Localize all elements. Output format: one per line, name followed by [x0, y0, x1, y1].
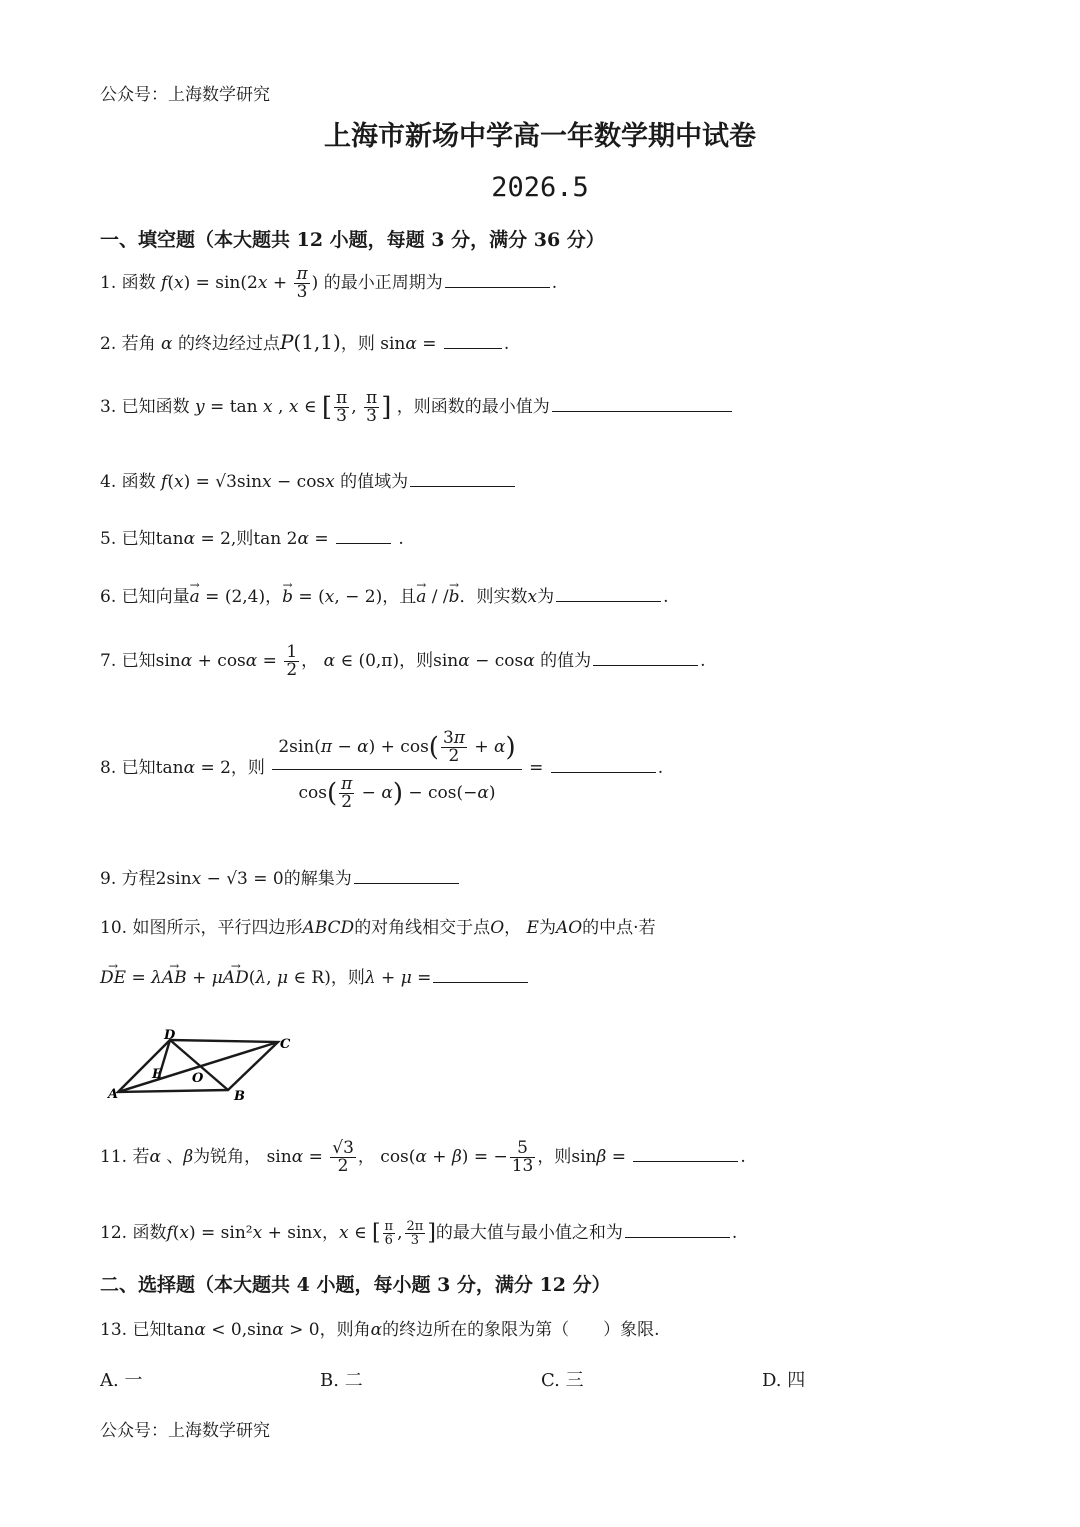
answer-blank[interactable] — [445, 286, 550, 288]
parallelogram-figure — [100, 1026, 300, 1106]
question-12: 12. 函数f(x) = sin²x + sinx，x ∈ [ $\frac{\pi}{6}$ , $\frac{2\pi}{3}$ ]的最大值与最小值之和为 . — [100, 1219, 738, 1248]
question-11: 11. 若α 、β为锐角， sinα = $\frac{√3}{2}$ ， cos(α + β) = − $\frac{5}{13}$ ，则sinβ = . — [100, 1138, 746, 1176]
page-title: 上海市新场中学高一年数学期中试卷 — [324, 121, 756, 152]
question-9: 9. 方程2sinx − √3 = 0的解集为 — [100, 871, 461, 888]
option-c[interactable]: C. 三 — [541, 1370, 584, 1391]
question-10: 10. 如图所示，平行四边形ABCD的对角线相交于点O， E为AO的中点·若 — [100, 918, 656, 938]
answer-blank[interactable] — [552, 410, 732, 412]
answer-blank[interactable] — [336, 542, 391, 544]
label-O: O — [192, 1071, 204, 1086]
answer-blank[interactable] — [433, 981, 528, 983]
question-10-equation: → DE = λ→ AB + μ→ AD(λ, μ ∈ R)，则λ + μ = — [100, 970, 530, 987]
answer-blank[interactable] — [410, 485, 515, 487]
answer-blank[interactable] — [551, 771, 656, 773]
label-D: D — [164, 1028, 176, 1043]
question-6: 6. 已知向量→ a = (2,4)，→ b = (x, − 2)，且→ a / /→ b．则实数x为 . — [100, 589, 669, 606]
label-E: E — [152, 1067, 162, 1082]
option-a[interactable]: A. 一 — [100, 1370, 143, 1391]
section-choice-title: 二、选择题（本大题共 4 小题，每小题 3 分，满分 12 分） — [100, 1274, 611, 1296]
source-header: 公众号：上海数学研究 — [100, 85, 270, 105]
option-d[interactable]: D. 四 — [762, 1370, 806, 1391]
section-fill-blank-title: 一、填空题（本大题共 12 小题，每题 3 分，满分 36 分） — [100, 229, 605, 251]
question-2: 2. 若角 α 的终边经过点P(1,1)，则 sinα = . — [100, 330, 510, 354]
option-b[interactable]: B. 二 — [320, 1370, 363, 1391]
answer-blank[interactable] — [556, 600, 661, 602]
label-C: C — [280, 1037, 291, 1052]
question-5: 5. 已知tanα = 2,则tan 2α = . — [100, 529, 404, 549]
answer-blank[interactable] — [444, 347, 502, 349]
source-footer: 公众号：上海数学研究 — [100, 1421, 270, 1441]
question-7: 7. 已知sinα + cosα = $\frac{1}{2}$ ， α ∈ (0,π)，则sinα − cosα 的值为 . — [100, 642, 706, 680]
label-B: B — [234, 1089, 245, 1104]
exam-date: 2026.5 — [491, 172, 589, 203]
answer-blank[interactable] — [633, 1160, 738, 1162]
answer-blank[interactable] — [625, 1236, 730, 1238]
question-13: 13. 已知tanα < 0,sinα > 0，则角α的终边所在的象限为第（ ）象限. — [100, 1320, 660, 1340]
question-3: 3. 已知函数 y = tan x , x ∈ [ $\frac{\pi}{3}$ , $\frac{\pi}{3}$ ] ，则函数的最小值为 — [100, 390, 734, 425]
label-A: A — [108, 1087, 119, 1102]
answer-blank[interactable] — [593, 664, 698, 666]
answer-blank[interactable] — [354, 882, 459, 884]
question-4: 4. 函数 f(x) = √3sinx − cosx 的值域为 — [100, 474, 517, 491]
question-1: 1. 函数 f(x) = sin(2x + $\frac{\pi}{3}$ ) 的最小正周期为 . — [100, 264, 558, 302]
question-8: 8. 已知tanα = 2，则 2sin(π − α) + cos( $\frac{3\pi}{2}$ + α) cos( $\frac{\pi}{2}$ − α) − cos(−α) = . — [100, 728, 664, 812]
